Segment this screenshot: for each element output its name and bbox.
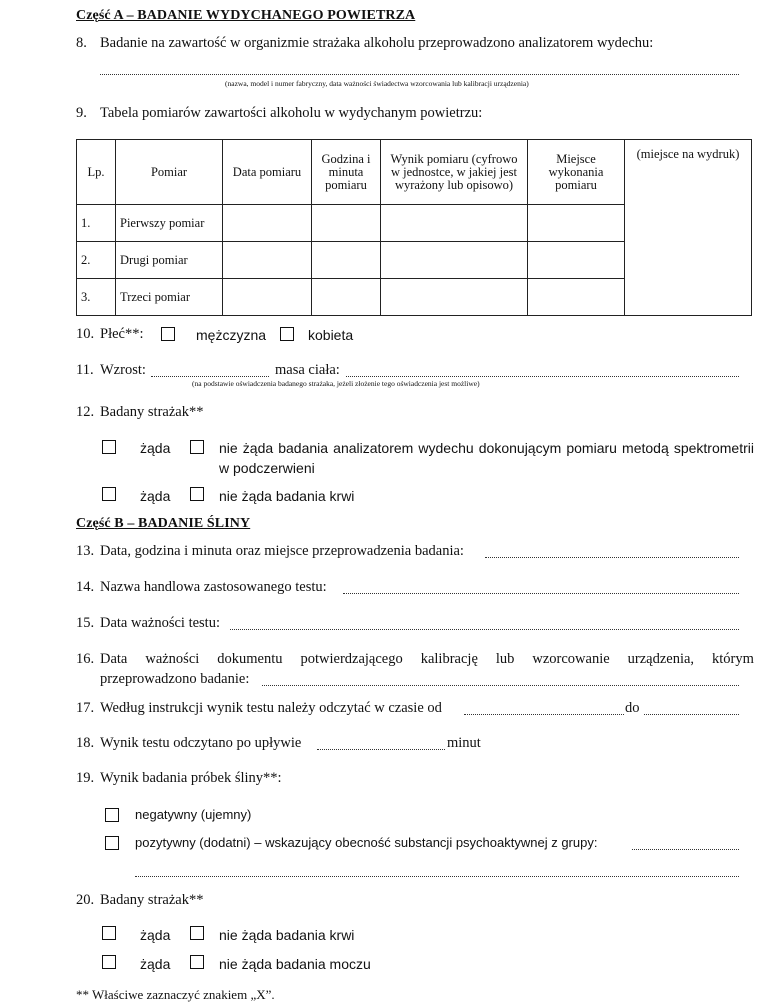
q10-female-checkbox[interactable] bbox=[280, 327, 294, 341]
word: dokonującym bbox=[478, 440, 562, 456]
q19-positive-label: pozytywny (dodatni) – wskazujący obecność substancji psychoaktywnej z grupy: bbox=[135, 835, 598, 850]
header-measurement: Pomiar bbox=[116, 140, 223, 205]
q15-text: Data ważności testu: bbox=[100, 615, 220, 631]
row-time-cell[interactable] bbox=[312, 205, 381, 242]
q12-label: Badany strażak** bbox=[100, 404, 204, 420]
word: urządzenia, bbox=[627, 651, 695, 667]
q17-from-field[interactable] bbox=[464, 714, 624, 715]
word: wydechu bbox=[418, 440, 474, 456]
word: badania bbox=[278, 440, 329, 456]
row-result-cell[interactable] bbox=[381, 279, 528, 316]
q12-demand-2-label: żąda bbox=[140, 488, 171, 504]
q18-unit: minut bbox=[447, 735, 481, 751]
word: analizatorem bbox=[333, 440, 414, 456]
q20-refuse-blood-label: nie żąda badania krwi bbox=[219, 927, 355, 943]
q11-height-field[interactable] bbox=[151, 376, 269, 377]
q20-demand-2-checkbox[interactable] bbox=[102, 955, 116, 969]
q14-text: Nazwa handlowa zastosowanego testu: bbox=[100, 579, 327, 595]
q19-group-field-cont[interactable] bbox=[135, 876, 739, 877]
printout-area: (miejsce na wydruk) bbox=[625, 140, 752, 316]
q10-male-label: mężczyzna bbox=[196, 327, 267, 343]
q11-number: 11. bbox=[76, 362, 94, 378]
word: kalibrację bbox=[420, 651, 478, 667]
q12-number: 12. bbox=[76, 404, 95, 420]
q12-refuse-1-checkbox[interactable] bbox=[190, 440, 204, 454]
word: wzorcowanie bbox=[532, 651, 610, 667]
q20-demand-2-label: żąda bbox=[140, 956, 171, 972]
word: lub bbox=[495, 651, 515, 667]
q13-answer-line[interactable] bbox=[485, 557, 739, 558]
q20-demand-1-checkbox[interactable] bbox=[102, 926, 116, 940]
q12-refuse-2-label: nie żąda badania krwi bbox=[219, 488, 355, 504]
row-lp: 2. bbox=[77, 242, 116, 279]
footnote: ** Właściwe zaznaczyć znakiem „X”. bbox=[76, 987, 275, 1002]
q11-note: (na podstawie oświadczenia badanego strażaka, jeżeli złożenie tego oświadczenia jest możliwe) bbox=[192, 379, 480, 388]
q12-refuse-1-label bbox=[219, 440, 754, 456]
q8-text: Badanie na zawartość w organizmie strażaka alkoholu przeprowadzono analizatorem wydechu: bbox=[100, 35, 654, 51]
part-b-title: Część B – BADANIE ŚLINY bbox=[76, 516, 251, 531]
q14-number: 14. bbox=[76, 579, 95, 595]
q19-group-field[interactable] bbox=[632, 849, 739, 850]
q15-number: 15. bbox=[76, 615, 95, 631]
measurement-table bbox=[76, 139, 752, 316]
word: potwierdzającego bbox=[300, 651, 403, 667]
q12-refuse-2-checkbox[interactable] bbox=[190, 487, 204, 501]
q10-female-label: kobieta bbox=[308, 327, 354, 343]
q18-minutes-field[interactable] bbox=[317, 749, 445, 750]
q10-label: Płeć**: bbox=[100, 326, 144, 342]
header-date: Data pomiaru bbox=[223, 140, 312, 205]
q20-label: Badany strażak** bbox=[100, 892, 204, 908]
row-date-cell[interactable] bbox=[223, 279, 312, 316]
header-lp: Lp. bbox=[77, 140, 116, 205]
q17-number: 17. bbox=[76, 700, 95, 716]
header-time: Godzina i minuta pomiaru bbox=[312, 140, 381, 205]
q16-text-cont: przeprowadzono badanie: bbox=[100, 671, 250, 687]
row-name: Pierwszy pomiar bbox=[116, 205, 223, 242]
q14-answer-line[interactable] bbox=[343, 593, 739, 594]
q16-answer-line[interactable] bbox=[262, 685, 739, 686]
q10-male-checkbox[interactable] bbox=[161, 327, 175, 341]
row-date-cell[interactable] bbox=[223, 205, 312, 242]
q18-number: 18. bbox=[76, 735, 95, 751]
q20-refuse-blood-checkbox[interactable] bbox=[190, 926, 204, 940]
header-place: Miejsce wykonania pomiaru bbox=[528, 140, 625, 205]
q15-answer-line[interactable] bbox=[230, 629, 739, 630]
word: Data bbox=[100, 651, 128, 667]
row-result-cell[interactable] bbox=[381, 205, 528, 242]
row-place-cell[interactable] bbox=[528, 205, 625, 242]
word: pomiaru bbox=[566, 440, 617, 456]
row-time-cell[interactable] bbox=[312, 279, 381, 316]
q20-demand-1-label: żąda bbox=[140, 927, 171, 943]
q12-demand-1-label: żąda bbox=[140, 440, 171, 456]
q19-positive-checkbox[interactable] bbox=[105, 836, 119, 850]
row-name: Drugi pomiar bbox=[116, 242, 223, 279]
q8-number: 8. bbox=[76, 35, 87, 51]
q11-mass-label: masa ciała: bbox=[275, 362, 340, 378]
word: nie bbox=[219, 440, 238, 456]
q18-text: Wynik testu odczytano po upływie bbox=[100, 735, 302, 751]
header-result: Wynik pomiaru (cyfrowo w jednostce, w jakiej jest wyrażony lub opisowo) bbox=[381, 140, 528, 205]
q10-number: 10. bbox=[76, 326, 95, 342]
row-lp: 1. bbox=[77, 205, 116, 242]
word: dokumentu bbox=[217, 651, 283, 667]
table-header-row bbox=[77, 140, 752, 205]
q17-to-field[interactable] bbox=[644, 714, 739, 715]
q17-text: Według instrukcji wynik testu należy odczytać w czasie od bbox=[100, 700, 442, 716]
row-place-cell[interactable] bbox=[528, 279, 625, 316]
q19-number: 19. bbox=[76, 770, 95, 786]
row-time-cell[interactable] bbox=[312, 242, 381, 279]
word: metodą bbox=[622, 440, 669, 456]
word: którym bbox=[712, 651, 754, 667]
row-date-cell[interactable] bbox=[223, 242, 312, 279]
q16-text bbox=[100, 651, 754, 668]
q12-demand-2-checkbox[interactable] bbox=[102, 487, 116, 501]
row-place-cell[interactable] bbox=[528, 242, 625, 279]
q20-refuse-urine-label: nie żąda badania moczu bbox=[219, 956, 371, 972]
q19-negative-checkbox[interactable] bbox=[105, 808, 119, 822]
q9-number: 9. bbox=[76, 105, 87, 121]
q16-number: 16. bbox=[76, 651, 95, 667]
row-lp: 3. bbox=[77, 279, 116, 316]
q12-refuse-1-label-cont: w podczerwieni bbox=[219, 460, 315, 476]
q17-to-label: do bbox=[625, 700, 640, 716]
q8-answer-line[interactable] bbox=[100, 74, 739, 75]
q20-number: 20. bbox=[76, 892, 95, 908]
q11-height-label: Wzrost: bbox=[100, 362, 146, 378]
q9-text: Tabela pomiarów zawartości alkoholu w wydychanym powietrzu: bbox=[100, 105, 483, 121]
q20-refuse-urine-checkbox[interactable] bbox=[190, 955, 204, 969]
word: spektrometrii bbox=[673, 440, 754, 456]
q13-number: 13. bbox=[76, 543, 95, 559]
word: ważności bbox=[145, 651, 200, 667]
row-result-cell[interactable] bbox=[381, 242, 528, 279]
q19-negative-label: negatywny (ujemny) bbox=[135, 807, 252, 822]
row-name: Trzeci pomiar bbox=[116, 279, 223, 316]
q19-text: Wynik badania próbek śliny**: bbox=[100, 770, 282, 786]
q11-mass-field[interactable] bbox=[346, 376, 739, 377]
q13-text: Data, godzina i minuta oraz miejsce przeprowadzenia badania: bbox=[100, 543, 464, 559]
part-a-title: Część A – BADANIE WYDYCHANEGO POWIETRZA bbox=[76, 8, 416, 23]
q8-note: (nazwa, model i numer fabryczny, data ważności świadectwa wzorcowania lub kalibracji urządzenia) bbox=[225, 79, 529, 88]
word: żąda bbox=[242, 440, 274, 456]
q12-demand-1-checkbox[interactable] bbox=[102, 440, 116, 454]
